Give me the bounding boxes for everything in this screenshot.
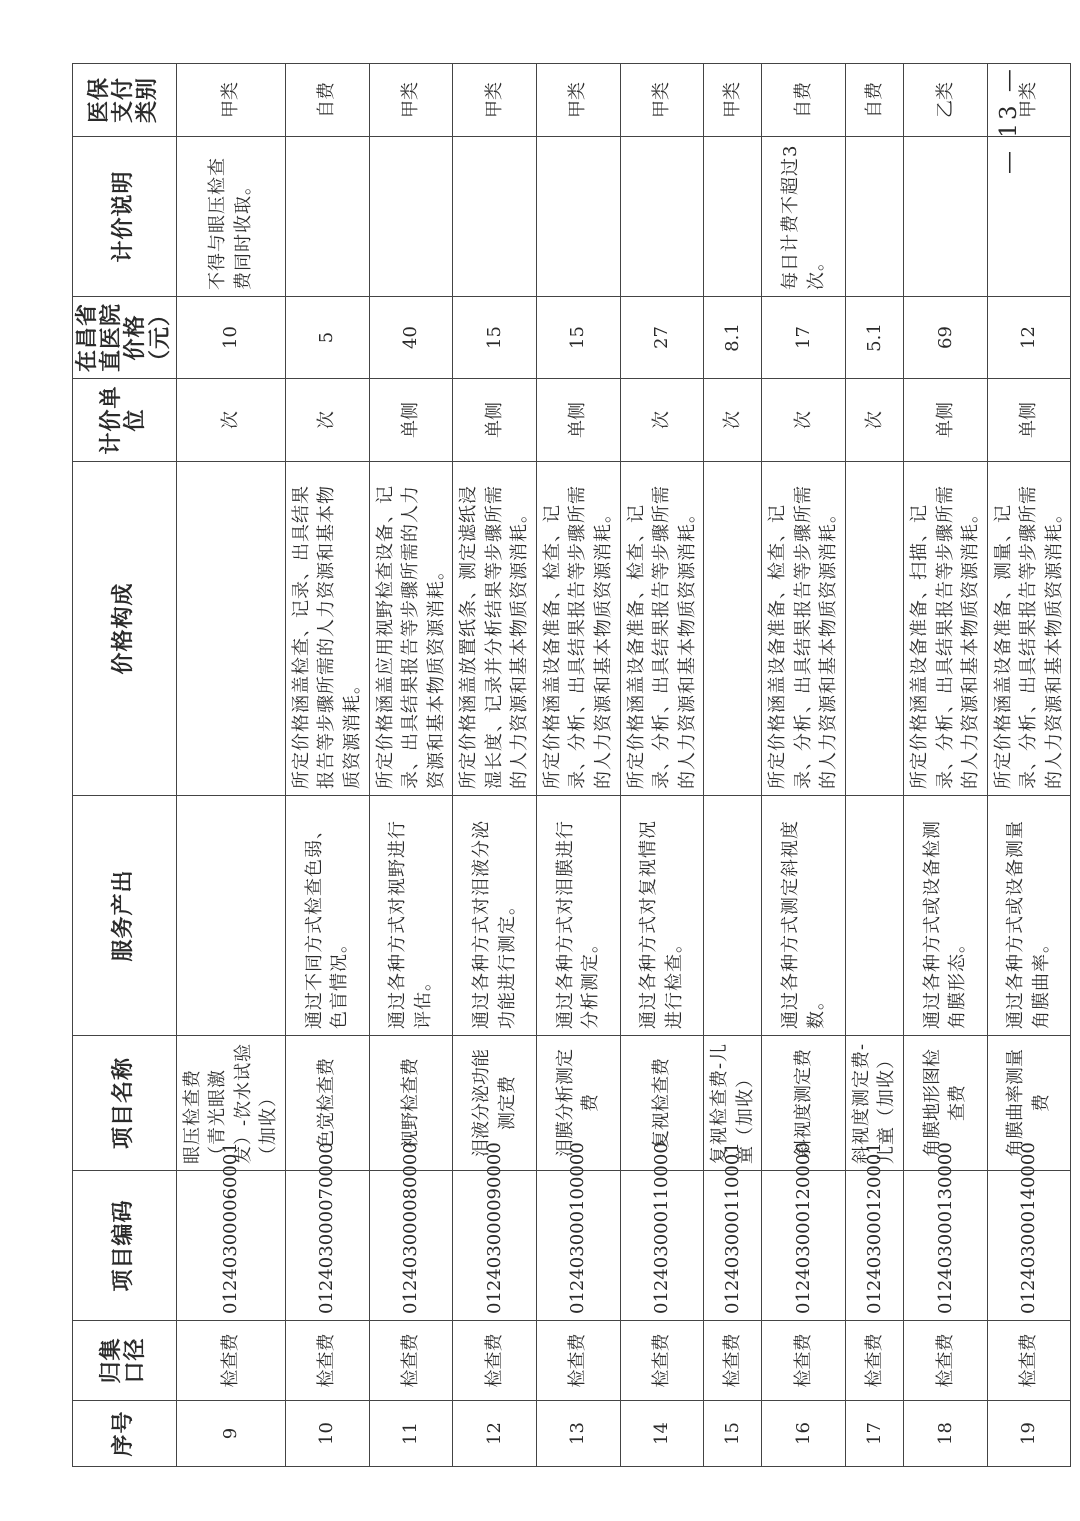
cell-note bbox=[369, 137, 453, 297]
cell-unit: 次 bbox=[285, 379, 369, 462]
cell-seq: 11 bbox=[369, 1401, 453, 1467]
cell-category: 检查费 bbox=[987, 1321, 1071, 1401]
cell-insurance: 自费 bbox=[845, 64, 903, 137]
cell-composition: 所定价格涵盖放置纸条、测定滤纸浸湿长度、记录并分析结果等步骤所需的人力资源和基本物质资源消耗。 bbox=[453, 462, 537, 796]
table-row bbox=[176, 64, 285, 1467]
cell-composition: 所定价格涵盖设备准备、检查、记录、分析、出具结果报告等步骤所需的人力资源和基本物质资源消耗。 bbox=[762, 462, 846, 796]
cell-price: 15 bbox=[453, 297, 537, 379]
cell-note bbox=[620, 137, 704, 297]
cell-composition bbox=[845, 462, 903, 796]
cell-output: 通过各种方式对泪液分泌功能进行测定。 bbox=[453, 796, 537, 1036]
cell-output: 通过各种方式或设备测量角膜曲率。 bbox=[987, 796, 1071, 1036]
cell-insurance: 甲类 bbox=[369, 64, 453, 137]
cell-name: 斜视度测定费 bbox=[762, 1036, 846, 1171]
table-row bbox=[987, 64, 1071, 1467]
cell-seq: 19 bbox=[987, 1401, 1071, 1467]
cell-category: 检查费 bbox=[903, 1321, 987, 1401]
cell-price: 5 bbox=[285, 297, 369, 379]
cell-category: 检查费 bbox=[285, 1321, 369, 1401]
table-body bbox=[176, 64, 1071, 1467]
cell-category: 检查费 bbox=[176, 1321, 285, 1401]
cell-category: 检查费 bbox=[704, 1321, 762, 1401]
cell-price: 15 bbox=[536, 297, 620, 379]
cell-category: 检查费 bbox=[453, 1321, 537, 1401]
cell-unit: 单侧 bbox=[903, 379, 987, 462]
cell-seq: 12 bbox=[453, 1401, 537, 1467]
header-code: 项目编码 bbox=[73, 1171, 177, 1321]
cell-composition: 所定价格涵盖设备准备、扫描、记录、分析、出具结果报告等步骤所需的人力资源和基本物质资源消耗。 bbox=[903, 462, 987, 796]
cell-price: 27 bbox=[620, 297, 704, 379]
table-row bbox=[285, 64, 369, 1467]
cell-seq: 16 bbox=[762, 1401, 846, 1467]
header-insurance: 医保支付类别 bbox=[73, 64, 177, 137]
cell-name: 泪膜分析测定费 bbox=[536, 1036, 620, 1171]
cell-name: 眼压检查费（青光眼激发）-饮水试验（加收） bbox=[176, 1036, 285, 1171]
cell-note bbox=[704, 137, 762, 297]
cell-price: 5.1 bbox=[845, 297, 903, 379]
cell-composition: 所定价格涵盖设备准备、测量、记录、分析、出具结果报告等步骤所需的人力资源和基本物质资源消耗。 bbox=[987, 462, 1071, 796]
cell-insurance: 自费 bbox=[762, 64, 846, 137]
cell-output: 通过各种方式对视野进行评估。 bbox=[369, 796, 453, 1036]
cell-code: 012403000100000 bbox=[536, 1171, 620, 1321]
cell-name: 色觉检查费 bbox=[285, 1036, 369, 1171]
page-number: — 13 — bbox=[996, 66, 1022, 174]
cell-code: 012403000120000 bbox=[762, 1171, 846, 1321]
cell-category: 检查费 bbox=[845, 1321, 903, 1401]
table-row bbox=[453, 64, 537, 1467]
cell-code: 012403000060001 bbox=[176, 1171, 285, 1321]
cell-insurance: 甲类 bbox=[176, 64, 285, 137]
table-row bbox=[369, 64, 453, 1467]
cell-category: 检查费 bbox=[536, 1321, 620, 1401]
cell-seq: 14 bbox=[620, 1401, 704, 1467]
cell-note bbox=[285, 137, 369, 297]
cell-composition bbox=[176, 462, 285, 796]
cell-note bbox=[536, 137, 620, 297]
cell-category: 检查费 bbox=[620, 1321, 704, 1401]
cell-insurance: 甲类 bbox=[620, 64, 704, 137]
cell-output bbox=[176, 796, 285, 1036]
cell-insurance: 甲类 bbox=[536, 64, 620, 137]
cell-code: 012403000080000 bbox=[369, 1171, 453, 1321]
table-row bbox=[536, 64, 620, 1467]
cell-code: 012403000140000 bbox=[987, 1171, 1071, 1321]
table-row bbox=[903, 64, 987, 1467]
cell-note bbox=[845, 137, 903, 297]
cell-code: 012403000110001 bbox=[704, 1171, 762, 1321]
cell-unit: 次 bbox=[620, 379, 704, 462]
header-output: 服务产出 bbox=[73, 796, 177, 1036]
cell-price: 69 bbox=[903, 297, 987, 379]
table-header bbox=[73, 64, 177, 1467]
cell-output: 通过各种方式对复视情况进行检查。 bbox=[620, 796, 704, 1036]
cell-code: 012403000120001 bbox=[845, 1171, 903, 1321]
cell-price: 10 bbox=[176, 297, 285, 379]
cell-insurance: 甲类 bbox=[987, 64, 1071, 137]
cell-insurance: 甲类 bbox=[453, 64, 537, 137]
cell-composition: 所定价格涵盖检查、记录、出具结果报告等步骤所需的人力资源和基本物质资源消耗。 bbox=[285, 462, 369, 796]
cell-name: 斜视度测定费-儿童（加收） bbox=[845, 1036, 903, 1171]
cell-seq: 17 bbox=[845, 1401, 903, 1467]
cell-insurance: 甲类 bbox=[704, 64, 762, 137]
cell-note bbox=[453, 137, 537, 297]
cell-seq: 9 bbox=[176, 1401, 285, 1467]
cell-unit: 次 bbox=[176, 379, 285, 462]
cell-price: 8.1 bbox=[704, 297, 762, 379]
cell-composition: 所定价格涵盖设备准备、检查、记录、分析、出具结果报告等步骤所需的人力资源和基本物质资源消耗。 bbox=[536, 462, 620, 796]
cell-unit: 单侧 bbox=[369, 379, 453, 462]
cell-insurance: 自费 bbox=[285, 64, 369, 137]
cell-seq: 15 bbox=[704, 1401, 762, 1467]
table-row bbox=[620, 64, 704, 1467]
cell-price: 40 bbox=[369, 297, 453, 379]
cell-name: 视野检查费 bbox=[369, 1036, 453, 1171]
cell-insurance: 乙类 bbox=[903, 64, 987, 137]
cell-note: 每日计费不超过3次。 bbox=[762, 137, 846, 297]
fee-table bbox=[72, 63, 1071, 1467]
cell-seq: 10 bbox=[285, 1401, 369, 1467]
cell-output bbox=[845, 796, 903, 1036]
cell-code: 012403000110000 bbox=[620, 1171, 704, 1321]
cell-unit: 单侧 bbox=[536, 379, 620, 462]
cell-code: 012403000070000 bbox=[285, 1171, 369, 1321]
cell-code: 012403000130000 bbox=[903, 1171, 987, 1321]
cell-price: 17 bbox=[762, 297, 846, 379]
cell-name: 角膜曲率测量费 bbox=[987, 1036, 1071, 1171]
cell-output: 通过各种方式测定斜视度数。 bbox=[762, 796, 846, 1036]
cell-code: 012403000090000 bbox=[453, 1171, 537, 1321]
header-unit: 计价单位 bbox=[73, 379, 177, 462]
cell-unit: 次 bbox=[845, 379, 903, 462]
cell-output: 通过不同方式检查色弱、色盲情况。 bbox=[285, 796, 369, 1036]
cell-name: 角膜地形图检查费 bbox=[903, 1036, 987, 1171]
cell-unit: 次 bbox=[762, 379, 846, 462]
cell-seq: 18 bbox=[903, 1401, 987, 1467]
cell-price: 12 bbox=[987, 297, 1071, 379]
cell-output: 通过各种方式对泪膜进行分析测定。 bbox=[536, 796, 620, 1036]
cell-output: 通过各种方式或设备检测角膜形态。 bbox=[903, 796, 987, 1036]
header-note: 计价说明 bbox=[73, 137, 177, 297]
cell-note bbox=[903, 137, 987, 297]
header-price: 在昌省直医院价格（元） bbox=[73, 297, 177, 379]
header-composition: 价格构成 bbox=[73, 462, 177, 796]
cell-unit: 次 bbox=[704, 379, 762, 462]
table-row bbox=[704, 64, 762, 1467]
cell-name: 泪液分泌功能测定费 bbox=[453, 1036, 537, 1171]
header-name: 项目名称 bbox=[73, 1036, 177, 1171]
cell-unit: 单侧 bbox=[453, 379, 537, 462]
cell-name: 复视检查费-儿童（加收） bbox=[704, 1036, 762, 1171]
table-row bbox=[762, 64, 846, 1467]
cell-composition: 所定价格涵盖设备准备、检查、记录、分析、出具结果报告等步骤所需的人力资源和基本物质资源消耗。 bbox=[620, 462, 704, 796]
cell-name: 复视检查费 bbox=[620, 1036, 704, 1171]
cell-output bbox=[704, 796, 762, 1036]
cell-composition: 所定价格涵盖应用视野检查设备、记录、出具结果报告等步骤所需的人力资源和基本物质资源消耗。 bbox=[369, 462, 453, 796]
cell-note: 不得与眼压检查费同时收取。 bbox=[176, 137, 285, 297]
header-category: 归集口径 bbox=[73, 1321, 177, 1401]
cell-seq: 13 bbox=[536, 1401, 620, 1467]
cell-composition bbox=[704, 462, 762, 796]
cell-category: 检查费 bbox=[369, 1321, 453, 1401]
table-row bbox=[845, 64, 903, 1467]
cell-unit: 单侧 bbox=[987, 379, 1071, 462]
header-seq: 序号 bbox=[73, 1401, 177, 1467]
cell-category: 检查费 bbox=[762, 1321, 846, 1401]
